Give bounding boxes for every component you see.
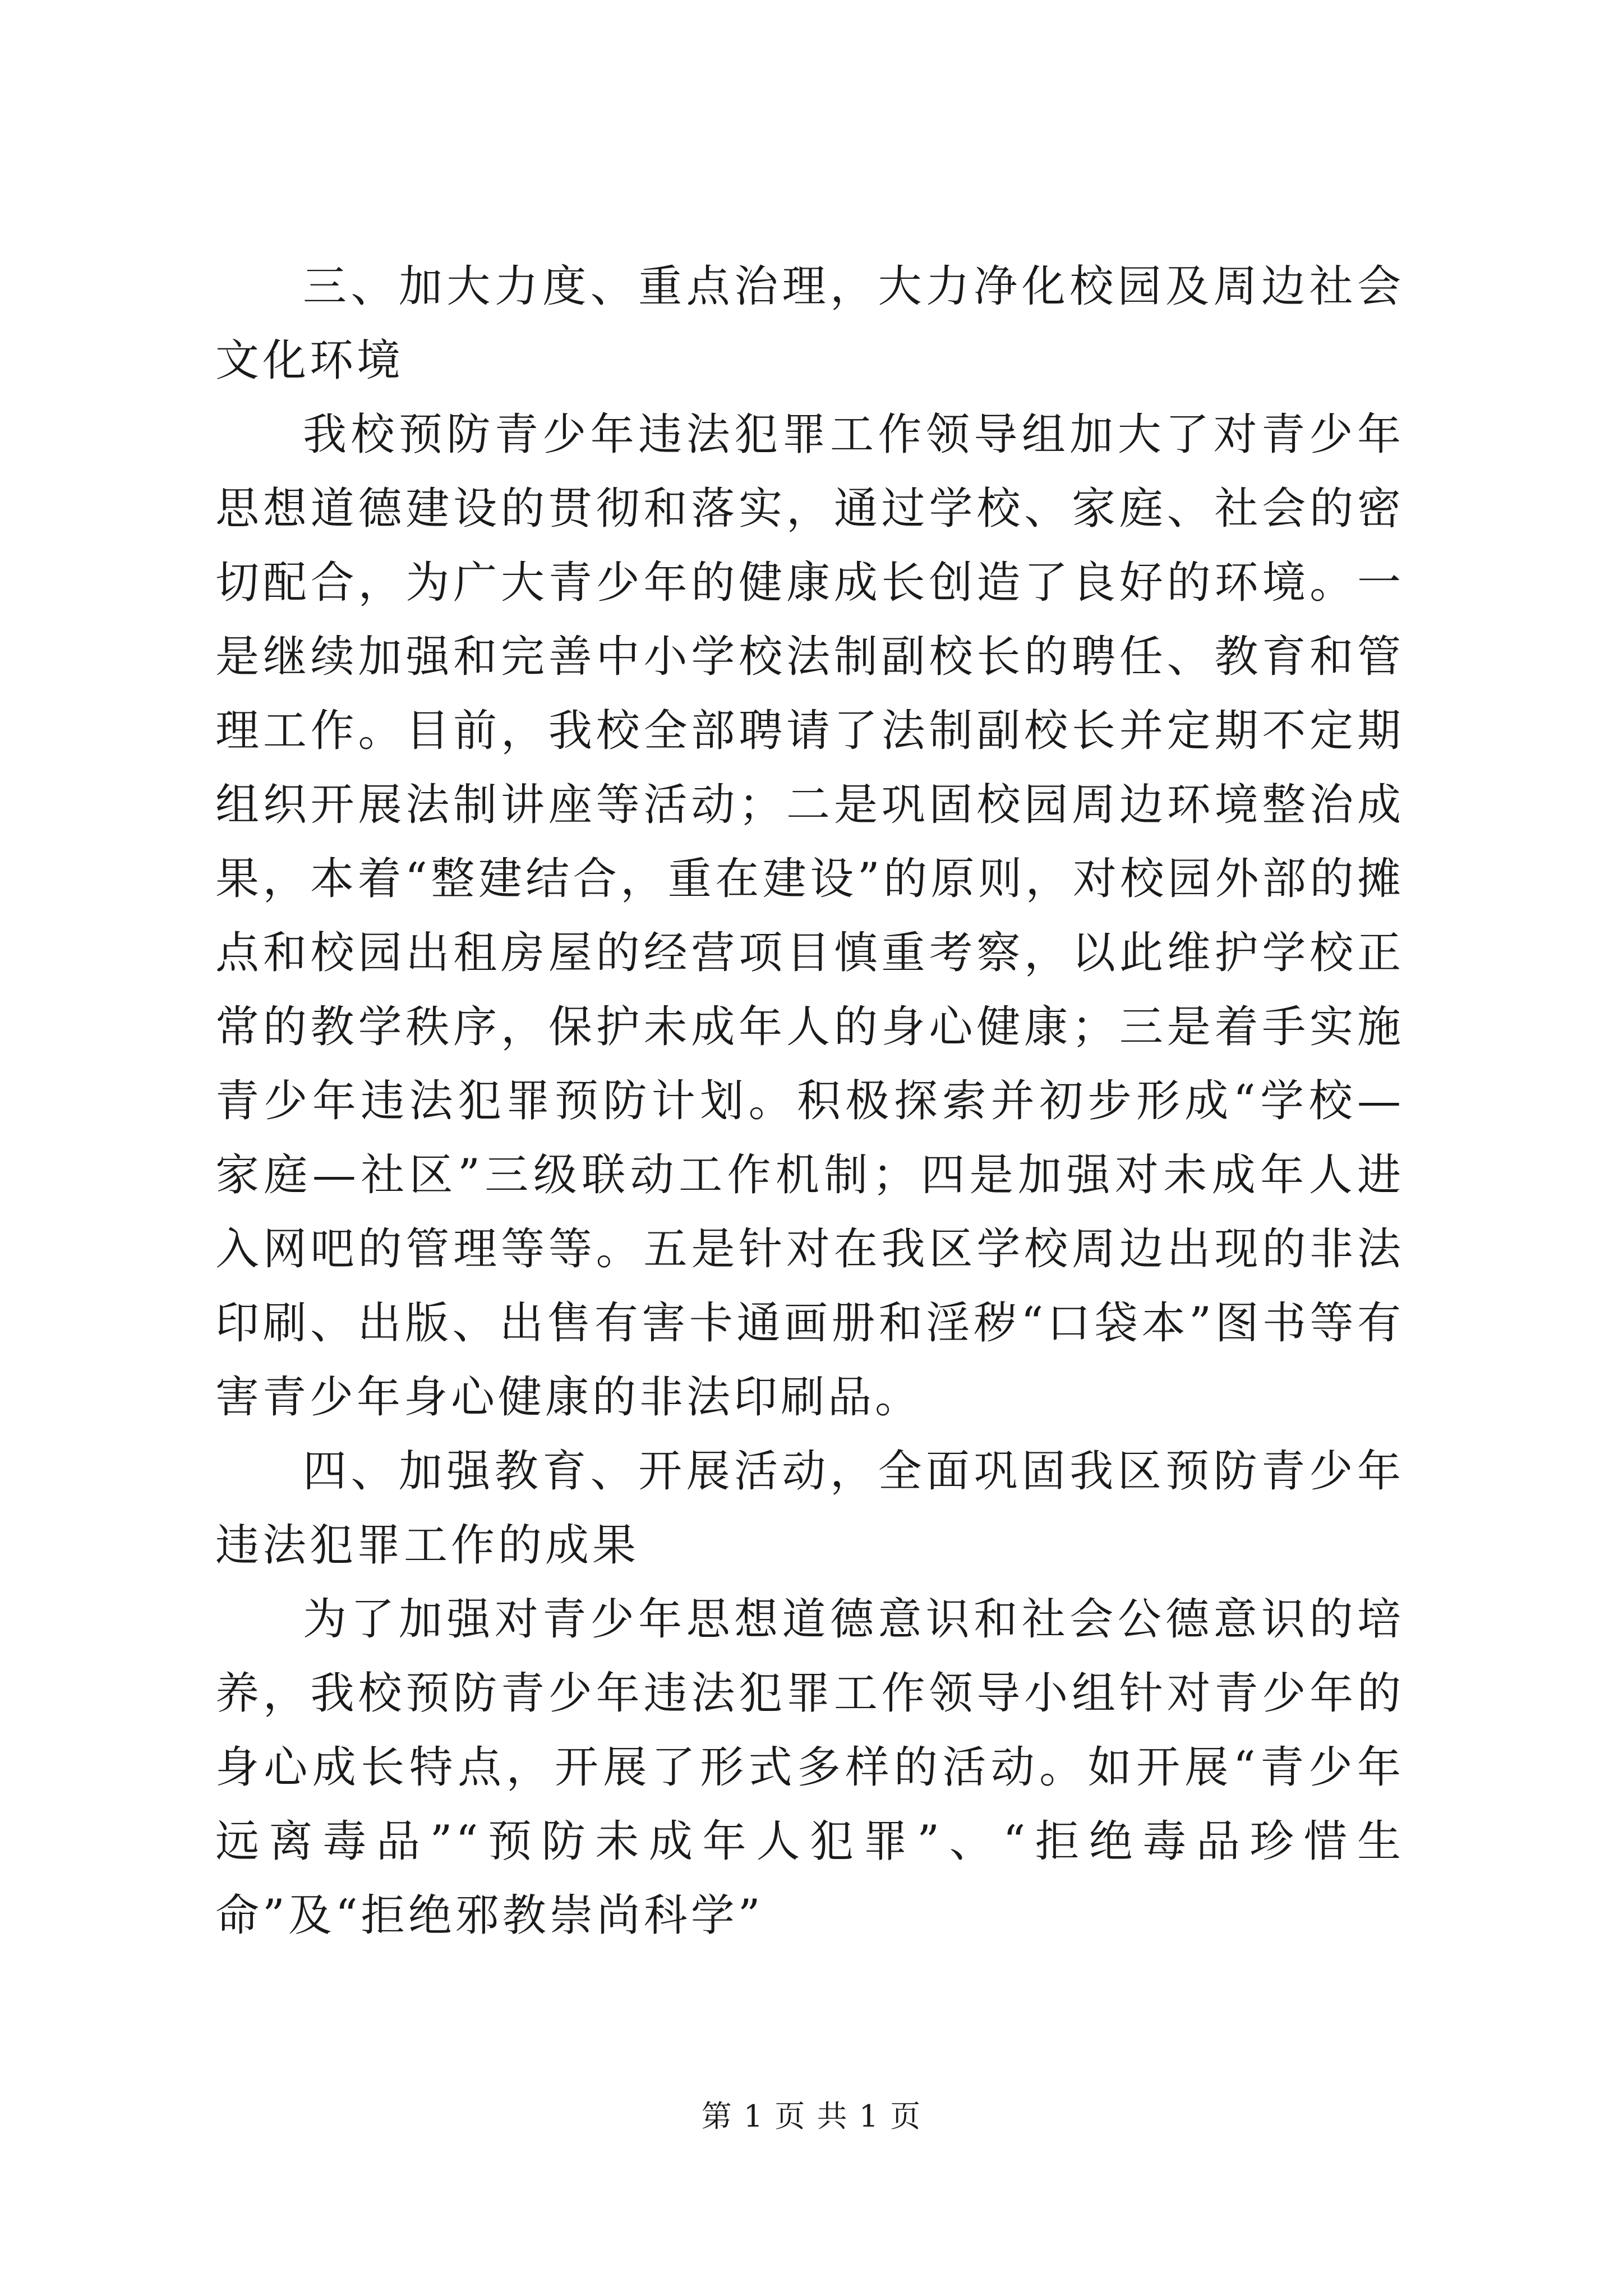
section-heading-4: 四、加强教育、开展活动，全面巩固我区预防青少年违法犯罪工作的成果	[215, 1446, 1404, 1571]
body-paragraph-environment: 我校预防青少年违法犯罪工作领导组加大了对青少年思想道德建设的贯彻和落实，通过学校、家庭、社会的密切配合，为广大青少年的健康成长创造了良好的环境。一是继续加强和完善中小学校法制副校长的聘任、教育和管理工作。目前，我校全部聘请了法制副校长并定期不定期组织开展法制讲座等活动；二是巩固校园周边环境整治成果，本着“整建结合，重在建设”的原则，对校园外部的摊点和校园出租房屋的经营项目慎重考察，以此维护学校正常的教学秩序，保护未成年人的身心健康；三是着手实施青少年违法犯罪预防计划。积极探索并初步形成“学校—家庭—社区”三级联动工作机制；四是加强对未成年人进入网吧的管理等等。五是针对在我区学校周边出现的非法印刷、出版、出售有害卡通画册和淫秽“口袋本”图书等有害青少年身心健康的非法印刷品。	[215, 409, 1404, 1423]
page-footer: 第 1 页 共 1 页	[701, 2099, 922, 2134]
body-paragraph-activities: 为了加强对青少年思想道德意识和社会公德意识的培养，我校预防青少年违法犯罪工作领导小组针对青少年的身心成长特点，开展了形式多样的活动。如开展“青少年远离毒品”“预防未成年人犯罪”、“拒绝毒品珍惜生命”及“拒绝邪教崇尚科学”	[215, 1594, 1404, 1941]
section-heading-3: 三、加大力度、重点治理，大力净化校园及周边社会文化环境	[215, 261, 1404, 386]
document-body	[215, 250, 1404, 1953]
